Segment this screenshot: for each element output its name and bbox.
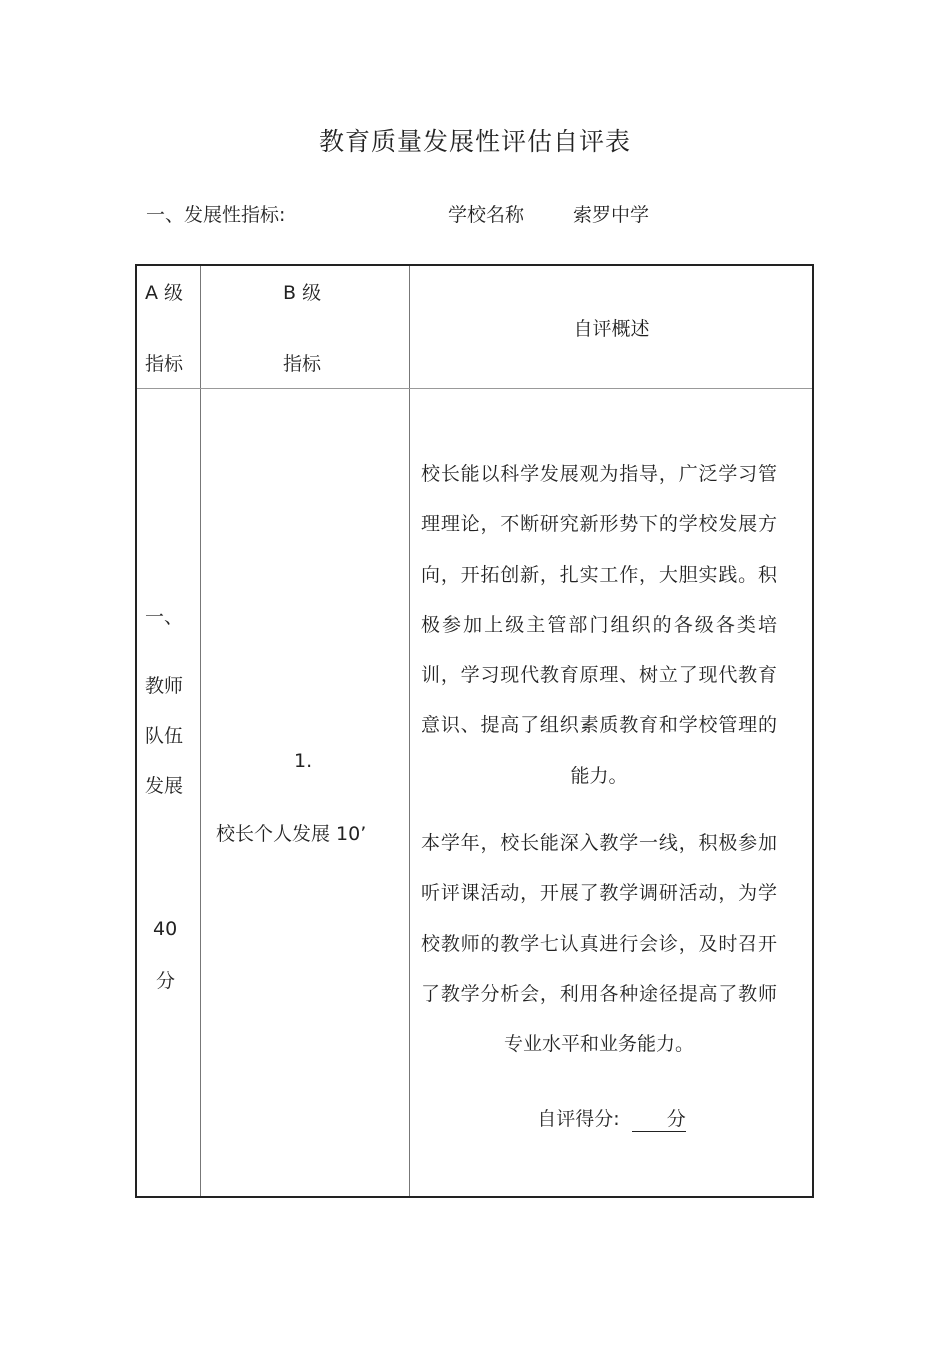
- evaluation-table: [135, 264, 814, 1198]
- column-divider: [409, 266, 410, 1196]
- self-score-blank: [632, 1104, 686, 1132]
- self-evaluation-paragraph: 校长能以科学发展观为指导，广泛学习管理理论，不断研究新形势下的学校发展方向，开拓创新，扎实工作，大胆实践。积极参加上级主管部门组织的各级各类培训，学习现代教育原理、树立了现代教育意识、提高了组织素质教育和学校管理的能力。: [421, 463, 777, 787]
- a-category-line: 发展: [145, 775, 184, 797]
- header-divider: [137, 388, 812, 389]
- header-b-level: B 级: [283, 282, 322, 304]
- column-divider: [200, 266, 201, 1196]
- header-b-indicator: 指标: [283, 353, 322, 375]
- a-category-line: 队伍: [145, 725, 184, 747]
- a-score-unit: 分: [156, 970, 176, 992]
- b-item-title: 校长个人发展 10’: [216, 823, 367, 845]
- header-self-evaluation: 自评概述: [573, 318, 650, 340]
- school-name-value: 索罗中学: [573, 204, 650, 226]
- a-category-line: 教师: [145, 675, 184, 697]
- self-evaluation-paragraph: 本学年，校长能深入教学一线，积极参加听评课活动，开展了教学调研活动，为学校教师的教学七认真进行会诊，及时召开了教学分析会，利用各种途径提高了教师专业水平和业务能力。: [421, 832, 777, 1056]
- page-title: 教育质量发展性评估自评表: [318, 127, 631, 156]
- a-score-value: 40: [153, 918, 178, 940]
- school-name-label: 学校名称: [448, 204, 525, 226]
- a-category-line: 一、: [145, 606, 184, 628]
- section-heading: 一、发展性指标:: [146, 204, 286, 226]
- self-score-unit: 分: [666, 1108, 686, 1130]
- header-a-indicator: 指标: [145, 353, 184, 375]
- self-score-label: 自评得分:: [537, 1108, 620, 1130]
- header-a-level: A 级: [145, 282, 184, 304]
- b-item-number: 1.: [294, 750, 313, 772]
- self-score-line: [409, 1104, 814, 1132]
